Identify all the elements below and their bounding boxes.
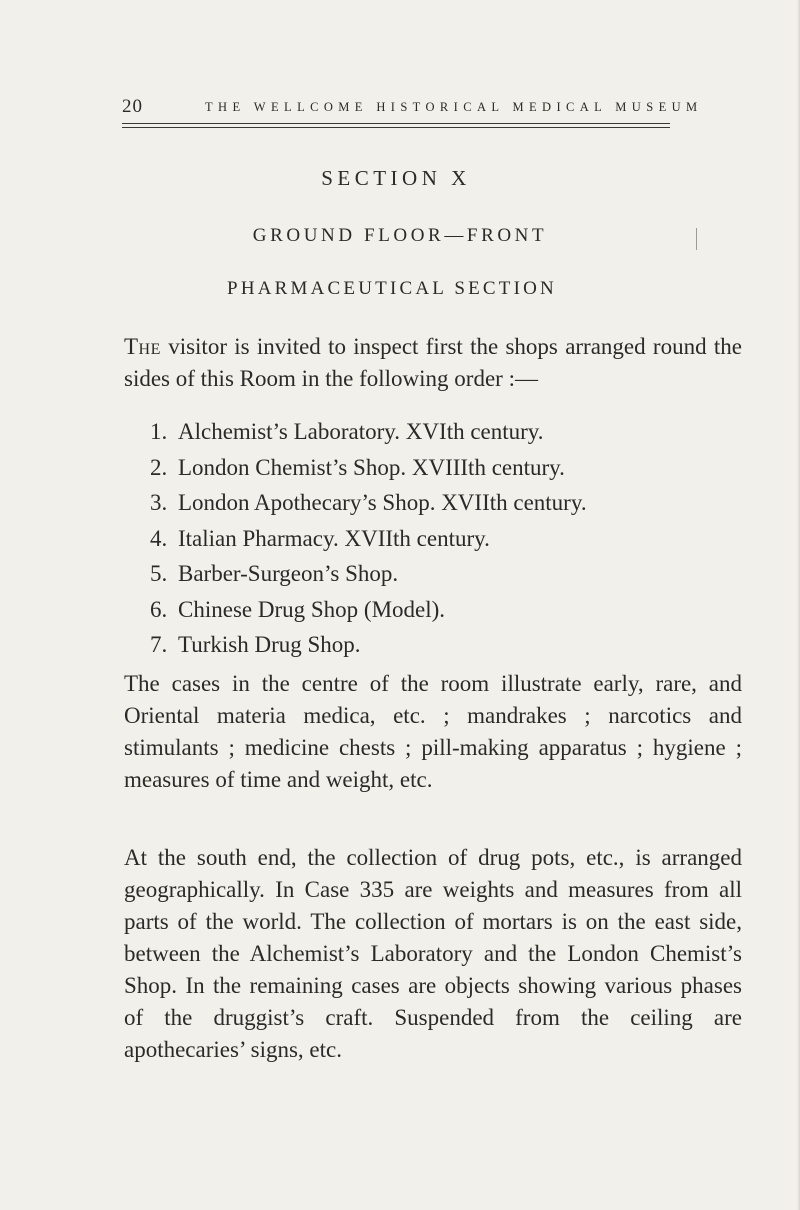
list-item-text: London Apothecary’s Shop. XVIIth century. — [178, 490, 587, 515]
header-rule-bottom — [122, 127, 670, 128]
list-item-number: 3. — [150, 490, 168, 515]
intro-paragraph — [124, 331, 742, 395]
shop-list — [150, 414, 587, 663]
margin-mark — [696, 228, 697, 250]
list-item-number: 5. — [150, 561, 168, 586]
floor-heading: GROUND FLOOR—FRONT — [252, 225, 548, 246]
running-head — [122, 96, 703, 120]
intro-text: visitor is invited to inspect first the shops arranged round the sides of this Room in the following order :— — [124, 334, 742, 391]
list-item-number: 7. — [150, 632, 168, 657]
list-item-text: Barber-Surgeon’s Shop. — [178, 561, 399, 586]
centre-cases-paragraph: The cases in the centre of the room illustrate early, rare, and Oriental materia medica, etc. ; mandrakes ; narcotics and stimulants ; medicine chests ; pill-making apparatus ; hygiene ; measures of time and weight, etc. — [124, 671, 742, 792]
list-item-number: 6. — [150, 596, 168, 622]
list-item-text: Chinese Drug Shop (Model). — [178, 596, 446, 622]
list-item — [150, 592, 587, 628]
list-item — [150, 556, 587, 592]
list-item — [150, 414, 587, 450]
list-item — [150, 521, 587, 557]
south-end-paragraph: At the south end, the collection of drug pots, etc., is arranged geographically. In Case 335 are weights and measures from all parts of the world. The collection of mortars is on the east side, between the Alchemist’s Laboratory and the London Chemist’s Shop. In the remaining cases are objects showing various phases of the druggist’s craft. Suspended from the ceiling are apothecaries’ signs, etc. — [124, 845, 742, 1062]
header-rule-top — [122, 123, 670, 124]
list-item-number: 1. — [150, 419, 168, 444]
list-item — [150, 485, 587, 521]
list-item-text: Turkish Drug Shop. — [178, 632, 361, 657]
intro-lead-word: The — [124, 334, 161, 359]
page-number: 20 — [122, 96, 143, 117]
section-heading: SECTION X — [321, 166, 471, 190]
list-item — [150, 627, 587, 663]
list-item-text: Alchemist’s Laboratory. XVIth century. — [178, 419, 544, 444]
list-item-number: 4. — [150, 525, 168, 551]
list-item — [150, 450, 587, 486]
list-item-number: 2. — [150, 454, 168, 480]
running-title: THE WELLCOME HISTORICAL MEDICAL MUSEUM — [205, 100, 703, 114]
list-item-text: Italian Pharmacy. XVIIth century. — [178, 525, 490, 551]
department-heading: PHARMACEUTICAL SECTION — [227, 278, 557, 299]
list-item-text: London Chemist’s Shop. XVIIIth century. — [178, 454, 565, 480]
